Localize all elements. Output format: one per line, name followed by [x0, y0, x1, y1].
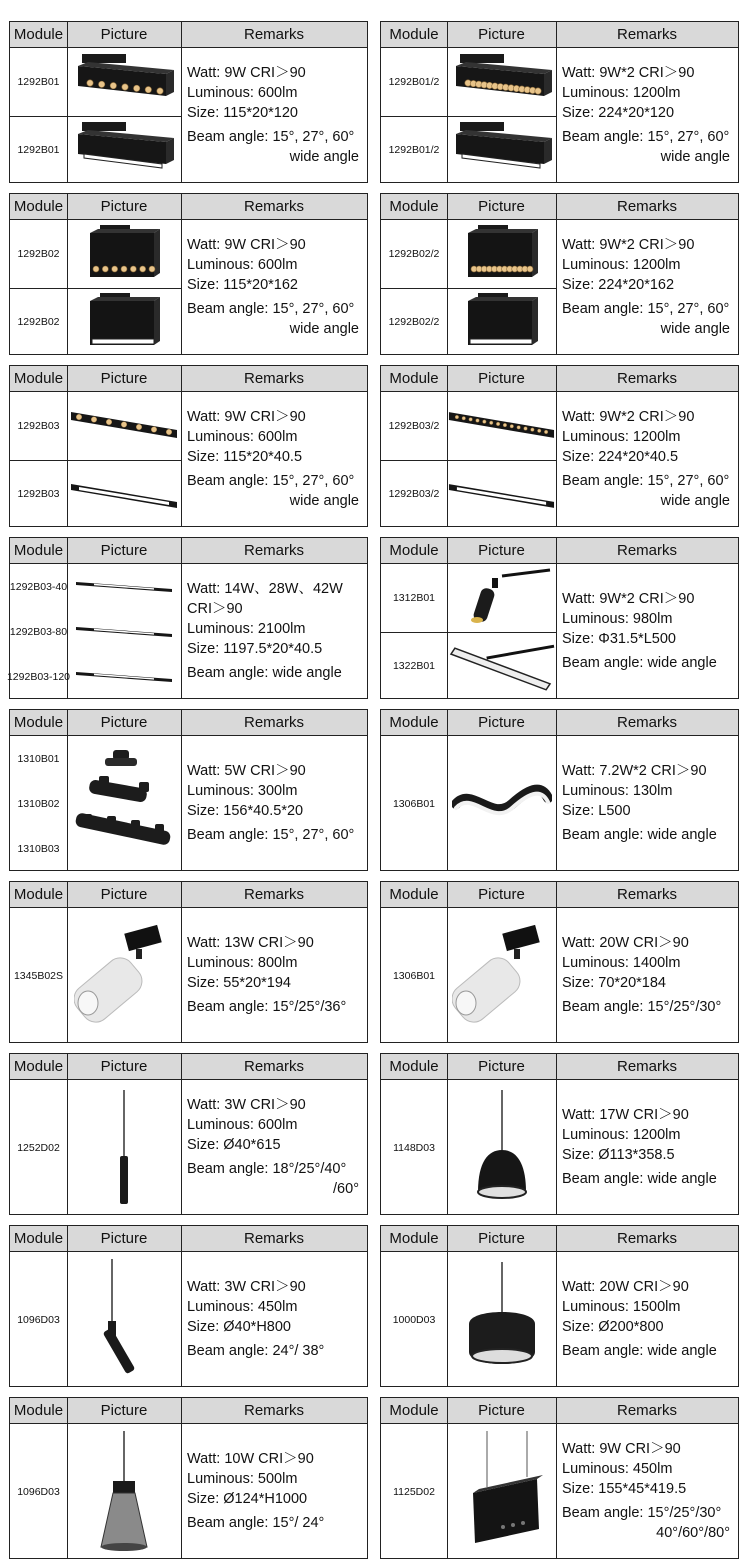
product-image [447, 48, 556, 116]
picture-header: Picture [67, 710, 181, 736]
remarks-line: Beam angle: wide angle [562, 827, 717, 843]
spec-table [9, 881, 368, 1043]
remarks-line: Watt: 10W CRI＞90 [187, 1451, 314, 1467]
remarks-line: Watt: 7.2W*2 CRI＞90 [562, 763, 707, 779]
remarks-line: CRI＞90 [187, 601, 243, 617]
product-image [67, 1080, 181, 1216]
spec-table [380, 193, 739, 355]
module-code: 1000D03 [392, 1314, 436, 1326]
module-code: 1292B02/2 [388, 248, 440, 260]
remarks-line: Size: 115*20*162 [187, 277, 298, 293]
spec-table [9, 365, 368, 527]
spec-table [9, 193, 368, 355]
module-header: Module [381, 882, 447, 908]
remarks-line: Luminous: 1200lm [562, 1127, 681, 1143]
module-code: 1292B02 [17, 248, 60, 260]
remarks-text [556, 1424, 738, 1558]
module-code: 1292B03-80 [9, 625, 68, 638]
remarks-line: Luminous: 1500lm [562, 1299, 681, 1315]
remarks-line: Watt: 5W CRI＞90 [187, 763, 306, 779]
remarks-line: wide angle [660, 149, 730, 165]
spec-table [380, 1397, 739, 1559]
remarks-line: Beam angle: 15°/25°/36° [187, 999, 347, 1015]
remarks-line: Beam angle: 15°, 27°, 60° [562, 129, 730, 145]
remarks-text [556, 1080, 738, 1214]
spec-table [380, 365, 739, 527]
remarks-header: Remarks [181, 366, 367, 392]
module-code: 1322B01 [392, 660, 436, 672]
module-header: Module [381, 538, 447, 564]
module-header: Module [10, 22, 67, 48]
module-header: Module [381, 1054, 447, 1080]
picture-header: Picture [67, 194, 181, 220]
product-image [447, 1252, 556, 1388]
picture-header: Picture [67, 882, 181, 908]
remarks-header: Remarks [181, 538, 367, 564]
product-image [447, 632, 556, 700]
product-image [67, 736, 181, 872]
product-image [67, 564, 181, 609]
remarks-line: wide angle [289, 321, 359, 337]
remarks-line: Luminous: 450lm [187, 1299, 298, 1315]
product-image [447, 1424, 556, 1560]
remarks-text [181, 1080, 367, 1214]
product-image [447, 220, 556, 288]
remarks-line: Size: Ø124*H1000 [187, 1491, 308, 1507]
remarks-text [181, 220, 367, 354]
picture-header: Picture [447, 22, 556, 48]
spec-table [9, 1225, 368, 1387]
module-code: 1306B01 [392, 970, 436, 982]
remarks-line: Luminous: 130lm [562, 783, 673, 799]
remarks-line: Watt: 13W CRI＞90 [187, 935, 314, 951]
remarks-line: Size: 224*20*120 [562, 105, 675, 121]
remarks-line: Beam angle: 15°/25°/30° [562, 1505, 722, 1521]
picture-header: Picture [67, 366, 181, 392]
remarks-line: Beam angle: 15°, 27°, 60° [187, 827, 355, 843]
module-code: 1306B01 [392, 798, 436, 810]
remarks-header: Remarks [181, 1054, 367, 1080]
remarks-text [556, 1252, 738, 1386]
remarks-line: Beam angle: 18°/25°/40° [187, 1161, 347, 1177]
picture-header: Picture [67, 22, 181, 48]
module-header: Module [10, 1398, 67, 1424]
product-image [67, 116, 181, 184]
module-code: 1345B02S [13, 970, 64, 982]
remarks-line: Size: 1197.5*20*40.5 [187, 641, 323, 657]
spec-table [9, 1397, 368, 1559]
remarks-line: Size: 55*20*194 [187, 975, 291, 991]
spec-table [380, 1053, 739, 1215]
remarks-line: wide angle [289, 149, 359, 165]
picture-header: Picture [67, 1054, 181, 1080]
remarks-text [556, 736, 738, 870]
module-code: 1292B03/2 [388, 488, 440, 500]
remarks-line: Beam angle: wide angle [187, 665, 342, 681]
picture-header: Picture [447, 538, 556, 564]
module-header: Module [381, 194, 447, 220]
module-code: 1292B03 [17, 420, 60, 432]
remarks-line: Size: Ø200*800 [562, 1319, 664, 1335]
remarks-header: Remarks [181, 1226, 367, 1252]
module-code: 1292B03 [17, 488, 60, 500]
spec-table [380, 21, 739, 183]
remarks-line: Beam angle: 15°/ 24° [187, 1515, 325, 1531]
remarks-line: Watt: 9W*2 CRI＞90 [562, 591, 695, 607]
picture-header: Picture [447, 366, 556, 392]
picture-header: Picture [447, 1398, 556, 1424]
remarks-line: Beam angle: 15°, 27°, 60° [187, 301, 355, 317]
module-code: 1096D03 [17, 1486, 60, 1498]
remarks-header: Remarks [181, 1398, 367, 1424]
remarks-line: Size: Ø40*H800 [187, 1319, 291, 1335]
remarks-text [181, 908, 367, 1042]
remarks-header: Remarks [181, 710, 367, 736]
remarks-text [181, 48, 367, 182]
remarks-text [181, 736, 367, 870]
product-image [447, 460, 556, 528]
remarks-line: Watt: 9W CRI＞90 [187, 409, 306, 425]
spec-table [380, 709, 739, 871]
module-header: Module [381, 366, 447, 392]
remarks-line: Watt: 14W、28W、42W [187, 581, 343, 597]
remarks-line: Size: 155*45*419.5 [562, 1481, 687, 1497]
remarks-line: /60° [333, 1181, 359, 1197]
module-header: Module [10, 882, 67, 908]
remarks-line: wide angle [660, 321, 730, 337]
remarks-line: Beam angle: 15°, 27°, 60° [562, 473, 730, 489]
remarks-line: Watt: 20W CRI＞90 [562, 1279, 689, 1295]
spec-table [380, 881, 739, 1043]
remarks-header: Remarks [181, 194, 367, 220]
remarks-line: Watt: 3W CRI＞90 [187, 1279, 306, 1295]
picture-header: Picture [67, 538, 181, 564]
remarks-line: Beam angle: 15°, 27°, 60° [187, 473, 355, 489]
remarks-line: Beam angle: wide angle [562, 1171, 717, 1187]
spec-table [380, 537, 739, 699]
remarks-header: Remarks [556, 22, 738, 48]
product-image [447, 736, 556, 872]
remarks-line: Beam angle: 15°/25°/30° [562, 999, 722, 1015]
remarks-line: Watt: 9W*2 CRI＞90 [562, 237, 695, 253]
remarks-line: Size: Φ31.5*L500 [562, 631, 676, 647]
module-header: Module [10, 366, 67, 392]
product-image [447, 116, 556, 184]
module-code: 1252D02 [17, 1142, 60, 1154]
remarks-line: Size: 70*20*184 [562, 975, 666, 991]
spec-table [6, 537, 368, 699]
remarks-text [556, 908, 738, 1042]
remarks-line: Luminous: 450lm [562, 1461, 673, 1477]
product-image [67, 1424, 181, 1560]
module-code: 1292B03-120 [6, 671, 71, 684]
remarks-line: Watt: 9W*2 CRI＞90 [562, 409, 695, 425]
module-code: 1292B02 [17, 316, 60, 328]
remarks-header: Remarks [556, 882, 738, 908]
remarks-text [556, 392, 738, 526]
remarks-line: Size: Ø40*615 [187, 1137, 281, 1153]
remarks-line: Watt: 17W CRI＞90 [562, 1107, 689, 1123]
remarks-header: Remarks [181, 882, 367, 908]
remarks-text [556, 220, 738, 354]
picture-header: Picture [447, 194, 556, 220]
picture-header: Picture [447, 882, 556, 908]
product-image [67, 392, 181, 460]
remarks-line: Luminous: 600lm [187, 257, 298, 273]
remarks-line: Size: 224*20*40.5 [562, 449, 679, 465]
module-header: Module [10, 194, 67, 220]
remarks-header: Remarks [556, 194, 738, 220]
product-image [67, 655, 181, 700]
remarks-line: wide angle [660, 493, 730, 509]
module-header: Module [10, 1226, 67, 1252]
product-image [67, 609, 181, 654]
module-header: Module [10, 538, 67, 564]
remarks-line: Watt: 9W CRI＞90 [562, 1441, 681, 1457]
module-code: 1292B01/2 [388, 144, 440, 156]
remarks-header: Remarks [556, 366, 738, 392]
picture-header: Picture [447, 710, 556, 736]
module-header: Module [381, 1398, 447, 1424]
product-image [67, 460, 181, 528]
remarks-line: Luminous: 600lm [187, 429, 298, 445]
spec-table [9, 709, 368, 871]
remarks-line: Luminous: 600lm [187, 85, 298, 101]
remarks-line: Luminous: 1200lm [562, 85, 681, 101]
module-code: 1310B03 [17, 843, 60, 856]
picture-header: Picture [67, 1226, 181, 1252]
remarks-header: Remarks [556, 1054, 738, 1080]
module-code: 1292B01 [17, 76, 60, 88]
product-image [67, 288, 181, 356]
remarks-line: Luminous: 300lm [187, 783, 298, 799]
remarks-line: Watt: 9W CRI＞90 [187, 65, 306, 81]
module-code: 1096D03 [17, 1314, 60, 1326]
module-header: Module [381, 710, 447, 736]
product-image [447, 1080, 556, 1216]
product-image [67, 1252, 181, 1388]
remarks-line: wide angle [289, 493, 359, 509]
remarks-line: Watt: 20W CRI＞90 [562, 935, 689, 951]
remarks-header: Remarks [556, 710, 738, 736]
module-code: 1125D02 [393, 1486, 435, 1498]
remarks-line: Beam angle: wide angle [562, 1343, 717, 1359]
remarks-header: Remarks [556, 1226, 738, 1252]
remarks-line: Luminous: 980lm [562, 611, 673, 627]
module-code: 1310B01 [17, 752, 60, 765]
remarks-line: Beam angle: wide angle [562, 655, 717, 671]
remarks-line: Size: 115*20*40.5 [187, 449, 303, 465]
module-code: 1292B03-40 [9, 580, 68, 593]
remarks-header: Remarks [556, 1398, 738, 1424]
remarks-line: Size: Ø113*358.5 [562, 1147, 675, 1163]
remarks-text [181, 392, 367, 526]
remarks-line: Watt: 9W*2 CRI＞90 [562, 65, 695, 81]
spec-table [380, 1225, 739, 1387]
remarks-line: Size: L500 [562, 803, 631, 819]
product-image [447, 564, 556, 632]
remarks-line: 40°/60°/80° [656, 1525, 730, 1541]
product-image [447, 908, 556, 1044]
remarks-line: Luminous: 600lm [187, 1117, 298, 1133]
remarks-line: Luminous: 1200lm [562, 257, 681, 273]
product-image [447, 288, 556, 356]
picture-header: Picture [447, 1226, 556, 1252]
module-code: 1292B03/2 [388, 420, 440, 432]
remarks-header: Remarks [181, 22, 367, 48]
remarks-text [181, 1252, 367, 1386]
remarks-line: Watt: 9W CRI＞90 [187, 237, 306, 253]
product-image [67, 48, 181, 116]
remarks-line: Luminous: 2100lm [187, 621, 306, 637]
product-image [67, 908, 181, 1044]
remarks-header: Remarks [556, 538, 738, 564]
remarks-line: Size: 115*20*120 [187, 105, 298, 121]
remarks-text [181, 564, 367, 698]
remarks-text [556, 48, 738, 182]
remarks-line: Luminous: 1200lm [562, 429, 681, 445]
remarks-line: Size: 156*40.5*20 [187, 803, 304, 819]
picture-header: Picture [67, 1398, 181, 1424]
module-code: 1292B01/2 [388, 76, 440, 88]
spec-table [9, 21, 368, 183]
remarks-line: Luminous: 800lm [187, 955, 298, 971]
module-header: Module [10, 710, 67, 736]
remarks-line: Watt: 3W CRI＞90 [187, 1097, 306, 1113]
module-header: Module [381, 22, 447, 48]
remarks-line: Luminous: 1400lm [562, 955, 681, 971]
module-code: 1292B02/2 [388, 316, 440, 328]
module-code: 1312B01 [392, 592, 436, 604]
module-header: Module [381, 1226, 447, 1252]
remarks-line: Beam angle: 15°, 27°, 60° [562, 301, 730, 317]
product-image [447, 392, 556, 460]
module-code: 1292B01 [17, 144, 60, 156]
module-code: 1148D03 [393, 1142, 435, 1154]
module-code: 1310B02 [17, 797, 60, 810]
remarks-line: Beam angle: 24°/ 38° [187, 1343, 325, 1359]
remarks-text [556, 564, 738, 698]
remarks-line: Luminous: 500lm [187, 1471, 298, 1487]
remarks-line: Size: 224*20*162 [562, 277, 675, 293]
remarks-line: Beam angle: 15°, 27°, 60° [187, 129, 355, 145]
module-header: Module [10, 1054, 67, 1080]
product-image [67, 220, 181, 288]
picture-header: Picture [447, 1054, 556, 1080]
spec-table [9, 1053, 368, 1215]
remarks-text [181, 1424, 367, 1558]
